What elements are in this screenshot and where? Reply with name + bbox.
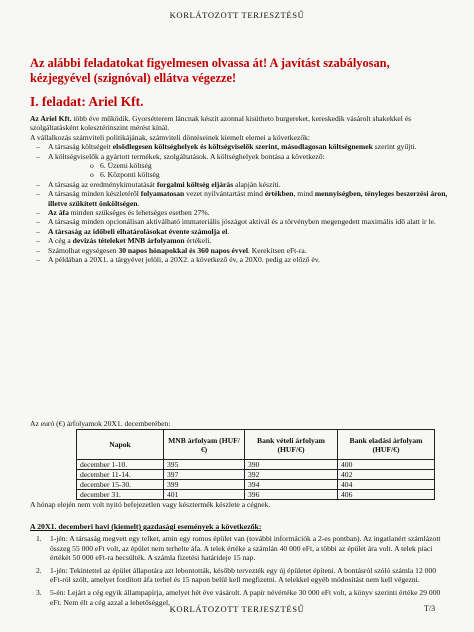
text: szerint gyűjti. xyxy=(372,142,417,152)
text: A társaság az eredménykimutatását xyxy=(48,179,157,189)
item-text: 5-én: Lejárt a cég egyik állampapírja, amelyet hét éve vásárolt. A papír névértéke 30 000 eFt volt, a könyv szerinti értéke 29 000 eFt. Nem élt a cég azzal a lehetőséggel, xyxy=(50,587,441,607)
table-cell: 392 xyxy=(245,470,338,480)
text: A költségviselők a gyártott termékek, szolgáltatások. A költséghelyek bontása a következő: xyxy=(48,151,325,161)
column-header: MNB árfolyam (HUF/€) xyxy=(164,430,245,460)
policy-item: – Számolhat egységesen 30 napos hónapokkal és 360 napos évvel. Kerekítsen eFt-ra. xyxy=(36,245,307,255)
sub-item: o 6. Központi költség xyxy=(90,170,160,180)
table-cell: 400 xyxy=(338,460,435,470)
table-cell: 399 xyxy=(164,480,245,490)
company-description xyxy=(30,114,450,133)
item-text: 1-jén: Tekintettel az épület állapotára azt lebontották, később tervezték egy új épületet építeni. A bontásról szóló számla 12 000 eFt-ról szólt, amelyet fordított áfa terhel és 15 napon belül kell megfizetni. A telekkel egyéb módosítást nem kell végezni. xyxy=(50,565,437,585)
text: A példában a 20X1. a tárgyévet jelöli, a 20X2. a következő év, a 20X0. pedig az előző év. xyxy=(48,255,320,265)
policy-item: – A társaság minden készletéről folyamatosan vezet nyilvántartást mind értékben, mind mennyiségben, tényleges beszerzési áron, illetve szűkített önköltségen. xyxy=(36,189,448,208)
text-bold: 30 napos hónapokkal és 360 napos évvel xyxy=(118,245,248,255)
instructions: Az alábbi feladatokat figyelmesen olvassa át! A javítást szabályosan, kézjegyével (szignóval) ellátva végezze! xyxy=(30,56,390,85)
text: . Kerekítsen eFt-ra. xyxy=(248,245,307,255)
policy-item: – A társaság az időbeli elhatárolásokat évente számolja el. xyxy=(36,226,230,236)
events-title: A 20X1. decemberi havi (kiemelt) gazdasági események a következők: xyxy=(30,522,262,531)
table-cell: 406 xyxy=(338,490,435,500)
table-cell: december 15-30. xyxy=(77,480,164,490)
table-cell: 402 xyxy=(338,470,435,480)
policy-item: – A társaság költségeit elsődlegesen költséghelyek és költségviselők szerint, másodlagosan költségnemek szerint gyűjti. xyxy=(36,142,417,152)
text-bold: értékben xyxy=(264,189,294,199)
table-cell: december 1-10. xyxy=(77,460,164,470)
policy-item: – A cég a devizás tételeket MNB árfolyamon értékeli. xyxy=(36,236,212,246)
table-cell: 401 xyxy=(164,490,245,500)
section-title: I. feladat: Ariel Kft. xyxy=(30,94,144,109)
text: 6. Üzemi költség xyxy=(100,161,152,171)
text: , mind xyxy=(293,189,315,199)
text: . xyxy=(137,198,140,208)
table-caption: Az euró (€) árfolyamok 20X1. decemberében: xyxy=(30,419,171,428)
text-bold: Az áfa xyxy=(48,208,69,218)
column-header: Napok xyxy=(77,430,164,460)
policy-item: – A társaság az eredménykimutatását forgalmi költség eljárás alapján készíti. xyxy=(36,179,281,189)
page-number: T/3 xyxy=(424,604,436,613)
company-name: Az Ariel Kft. xyxy=(30,114,72,123)
table-cell: 396 xyxy=(245,490,338,500)
table-cell: 390 xyxy=(245,460,338,470)
text-bold: elsődlegesen költséghelyek és költségviselők szerint, másodlagosan költségnemek xyxy=(112,142,373,152)
text-bold: forgalmi költség eljárás xyxy=(156,179,234,189)
table-cell: 404 xyxy=(338,480,435,490)
table-cell: december 31. xyxy=(77,490,164,500)
table-header-row xyxy=(77,430,435,460)
table-cell: december 11-14. xyxy=(77,470,164,480)
text: Számolhat egységesen xyxy=(48,245,119,255)
table-row xyxy=(77,480,435,490)
column-header: Bank vételi árfolyam (HUF/€) xyxy=(245,430,338,460)
exchange-rate-table xyxy=(76,429,435,500)
text-bold: A társaság az időbeli elhatárolásokat évente számolja el xyxy=(48,226,228,236)
text: értékeli. xyxy=(184,236,212,246)
item-text: 1-jén: A társaság megvett egy telket, amin egy romos épület van (további információk a 2-es pontban). Az ingatlanért számlázott összeg 55 000 eFt volt, az épület nem terhelte áfa. A telek értéke a számlán 40 000 eFt, a többi az épület ára volt. A telek piaci értékét 50 000 eFt-ra becsülték. A számla fizetési határideje 15 nap. xyxy=(50,534,441,563)
text-bold: folyamatosan xyxy=(140,189,185,199)
text: . xyxy=(227,226,230,236)
sub-item: o 6. Üzemi költség xyxy=(90,161,152,171)
item-number: 3. xyxy=(36,587,42,597)
item-number: 2. xyxy=(36,565,42,575)
text: minden szükséges és lehetséges esetben 27%. xyxy=(68,208,210,218)
policy-item: – Az áfa minden szükséges és lehetséges esetben 27%. xyxy=(36,208,210,218)
inventory-note: A hónap elején nem volt nyitó befejezetlen vagy késztermék készlete a cégnek. xyxy=(30,500,271,509)
table-cell: 394 xyxy=(245,480,338,490)
text: vezet nyilvántartást mind xyxy=(184,189,265,199)
text-bold: devizás tételeket MNB árfolyamon xyxy=(72,236,185,246)
text: A társaság minden opcionálisan aktiválható immateriális jószágot aktivál és a törvényben megengedett maximális idő alatt ír le. xyxy=(48,217,436,227)
list-item xyxy=(30,534,450,563)
list-item xyxy=(30,566,450,585)
text: A társaság minden készletéről xyxy=(48,189,141,199)
text: A társaság költségeit xyxy=(48,142,113,152)
page-header: KORLÁTOZOTT TERJESZTÉSŰ xyxy=(169,10,305,20)
table-row xyxy=(77,470,435,480)
policy-intro: A vállalkozás számviteli politikájának, számviteli döntéseinek kiemelt elemei a következők: xyxy=(30,132,311,142)
text: A cég a xyxy=(48,236,73,246)
table-row xyxy=(77,460,435,470)
item-number: 1. xyxy=(36,534,42,543)
column-header: Bank eladási árfolyam (HUF/€) xyxy=(338,430,435,460)
table-cell: 397 xyxy=(164,470,245,480)
table-row xyxy=(77,490,435,500)
policy-item: – A költségviselők a gyártott termékek, szolgáltatások. A költséghelyek bontása a következő: xyxy=(36,151,325,161)
page-footer: KORLÁTOZOTT TERJESZTÉSŰ xyxy=(169,604,305,614)
table-cell: 395 xyxy=(164,460,245,470)
policy-item: – A példában a 20X1. a tárgyévet jelöli, a 20X2. a következő év, a 20X0. pedig az előző év. xyxy=(36,255,320,265)
task-body xyxy=(30,114,450,265)
text: alapján készíti. xyxy=(233,179,281,189)
policy-item: – A társaság minden opcionálisan aktiválható immateriális jószágot aktivál és a törvényben megengedett maximális idő alatt ír le. xyxy=(36,217,436,227)
text: 6. Központi költség xyxy=(100,170,160,180)
text-bold: mennyiségben, tényleges beszerzési áron, illetve szűkített önköltségen xyxy=(48,189,448,208)
company-desc-text: több éve működik. Gyorsétterem láncnak készít azonnal kisütheto burgereket, kereskedik vásárolt shakekkel és szolgáltatásként kolesztérinszint mérést kínál. xyxy=(30,114,412,133)
events-list xyxy=(30,534,450,610)
